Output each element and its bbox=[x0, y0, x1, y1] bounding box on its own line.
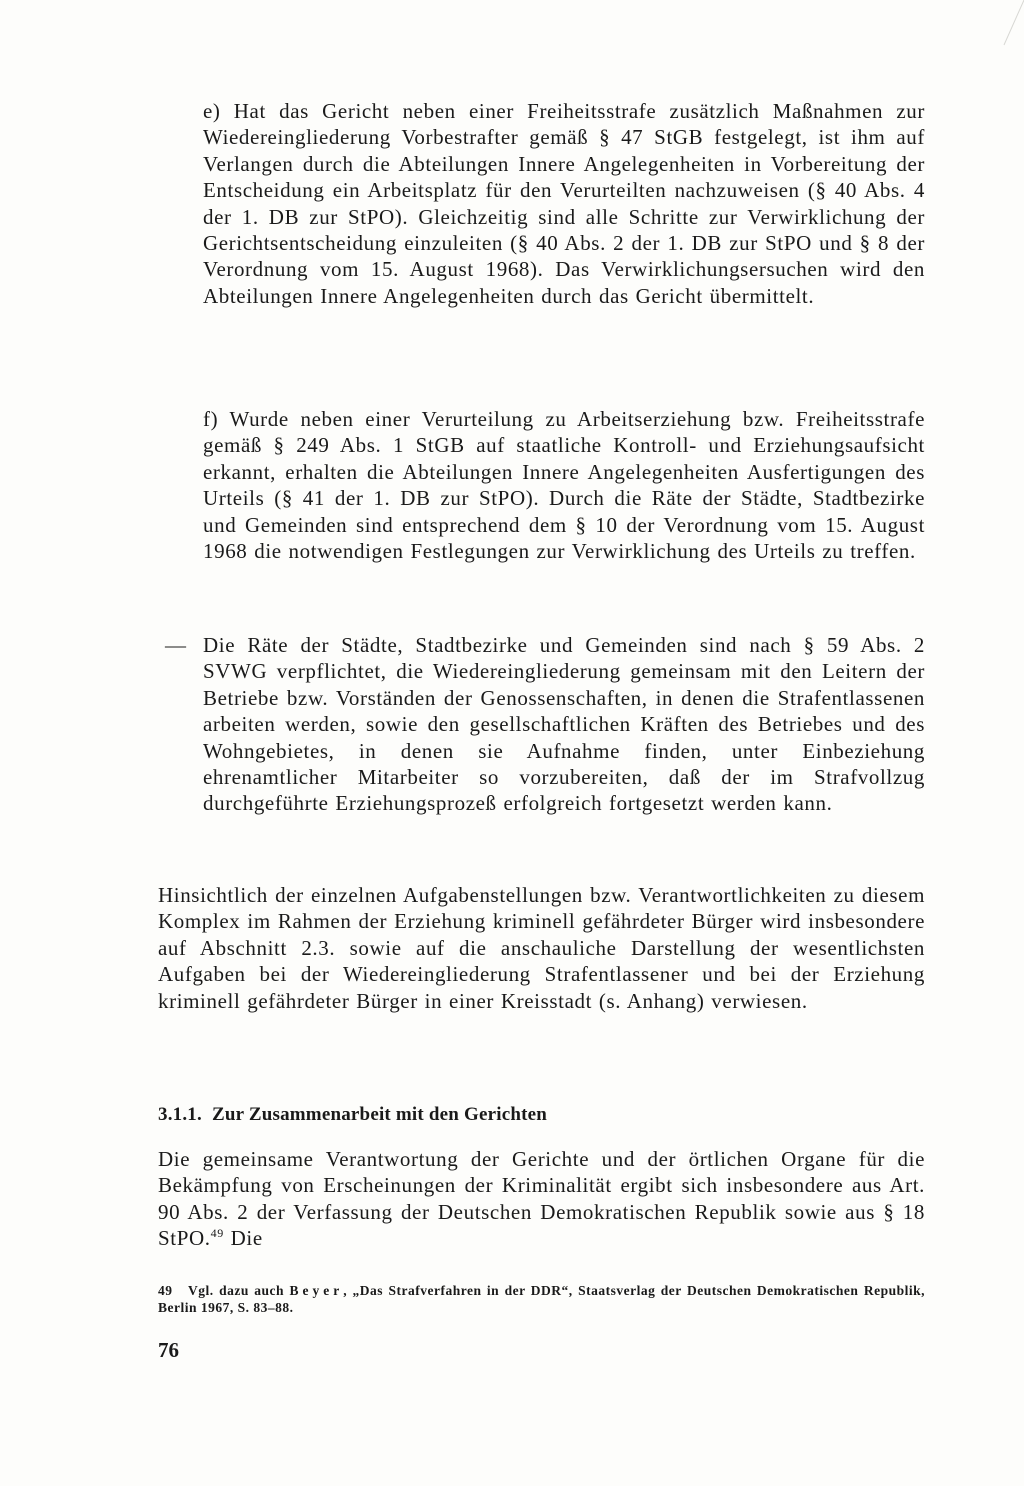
paragraph-f: f) Wurde neben einer Verurteilung zu Arbeitserziehung bzw. Freiheitsstrafe gemäß § 249 Abs. 1 StGB auf staatliche Kontroll- und Erziehungsaufsicht erkannt, erhalten die Abteilungen Innere Angelegenheiten Ausfertigungen des Urteils (§ 41 der 1. DB zur StPO). Durch die Räte der Städte, Stadtbezirke und Gemeinden sind entsprechend dem § 10 der Verordnung vom 15. August 1968 die notwendigen Festlegungen zur Verwirklichung des Urteils zu treffen. bbox=[203, 407, 925, 564]
page-number: 76 bbox=[158, 1338, 179, 1362]
footnote-text-start: Vgl. dazu auch bbox=[188, 1283, 285, 1298]
footnote-text bbox=[158, 1283, 925, 1315]
scan-edge-mark bbox=[984, 0, 1024, 50]
dash-item-text: Die Räte der Städte, Stadtbezirke und Gemeinden sind nach § 59 Abs. 2 SVWG verpflichtet, die Wiedereingliederung gemeinsam mit den Leitern der Betriebe bzw. Vorständen der Genossenschaften, in denen die Strafentlassenen arbeiten werden, sowie den gesellschaftlichen Kräften des Betriebes und des Wohngebietes, in denen sie Aufnahme finden, unter Einbeziehung ehrenamtlicher Mitarbeiter so vorzubereiten, daß der im Strafvollzug durchgeführte Erziehungsprozeß erfolgreich fortgesetzt werden kann. bbox=[203, 633, 925, 816]
summary-paragraph: Hinsichtlich der einzelnen Aufgabenstellungen bzw. Verantwortlichkeiten zu diesem Komplex im Rahmen der Erziehung kriminell gefährdeter Bürger wird insbesondere auf Abschnitt 2.3. sowie auf die anschauliche Darstellung der wesentlichsten Aufgaben bei der Wiedereingliederung Strafentlassener und bei der Erziehung kriminell gefährdeter Bürger in einer Kreisstadt (s. Anhang) verwiesen. bbox=[158, 883, 925, 1013]
footnote-number: 49 bbox=[158, 1283, 173, 1298]
section-title: Zur Zusammenarbeit mit den Gerichten bbox=[211, 1104, 548, 1125]
footnote-author: Beyer bbox=[289, 1283, 344, 1298]
footnote bbox=[158, 1282, 925, 1316]
section-body bbox=[158, 1146, 925, 1252]
paragraph-e: e) Hat das Gericht neben einer Freiheitsstrafe zusätzlich Maßnahmen zur Wiedereingliederung Vorbestrafter gemäß § 47 StGB festgelegt, ist ihm auf Verlangen durch die Abteilungen Innere Angelegenheiten in Vorbereitung der Entscheidung ein Arbeitsplatz für den Verurteilten nachzuweisen (§ 40 Abs. 4 der 1. DB zur StPO). Gleichzeitig sind alle Schritte zur Verwirklichung der Gerichtsentscheidung einzuleiten (§ 40 Abs. 2 der 1. DB zur StPO und § 8 der Verordnung vom 15. August 1968). Das Verwirklichungsersuchen wird den Abteilungen Innere Angelegenheiten durch das Gericht übermittelt. bbox=[203, 99, 925, 308]
footnote-text-rest: , „Das Strafverfahren in der DDR“, Staatsverlag der Deutschen Demokratischen Republik, Berlin 1967, S. 83–88. bbox=[158, 1283, 925, 1315]
section-number: 3.1.1. bbox=[158, 1104, 202, 1125]
footnote-reference[interactable]: 49 bbox=[210, 1226, 224, 1241]
section-body-text: Die gemeinsame Verantwortung der Gerichte und der örtlichen Organe für die Bekämpfung von Erscheinungen der Kriminalität ergibt sich insbesondere aus Art. 90 Abs. 2 der Verfassung der Deutschen Demokratischen Republik sowie aus § 18 StPO. bbox=[158, 1147, 925, 1251]
dash-bullet: — bbox=[165, 633, 186, 657]
section-heading bbox=[158, 1104, 547, 1126]
section-body-continuation: Die bbox=[223, 1226, 263, 1251]
